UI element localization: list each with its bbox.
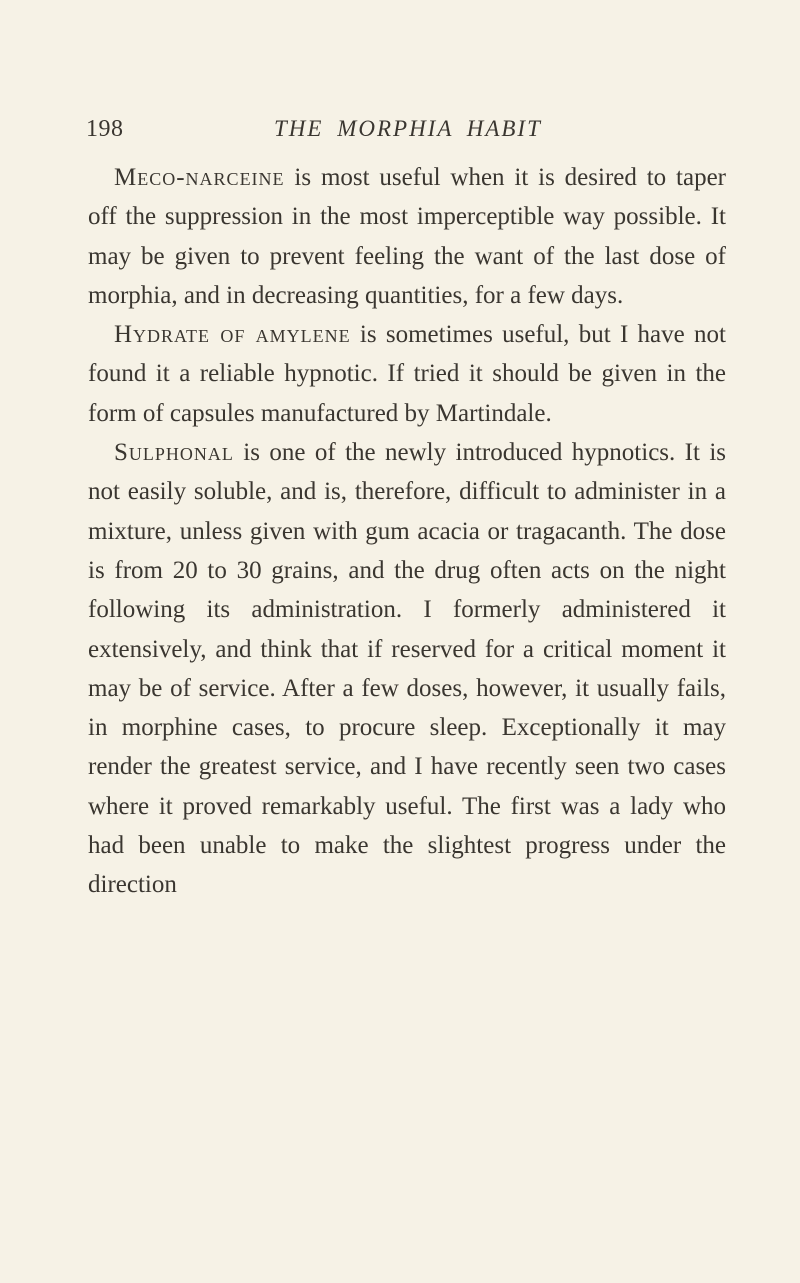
- paragraph-lead: Hydrate of amylene: [114, 321, 351, 349]
- body-text: [88, 158, 726, 905]
- page-number: 198: [86, 116, 124, 142]
- running-title: THE MORPHIA HABIT: [274, 116, 542, 141]
- running-head: [86, 116, 726, 146]
- paragraph-text: is one of the newly introduced hypnotics. It is not easily soluble, and is, therefore, difficult to administer in a mixture, unless given with gum acacia or tragacanth. The dose is from 20 to 30 grains, and the drug often acts on the night following its administration. I formerly administered it extensively, and think that if reserved for a critical moment it may be of service. After a few doses, however, it usually fails, in morphine cases, to procure sleep. Exceptionally it may render the greatest service, and I have recently seen two cases where it proved remarkably useful. The first was a lady who had been unable to make the slightest progress under the direction: [88, 439, 726, 899]
- paragraph-text: is sometimes useful, but I have not found it a reliable hypnotic. If tried it should be given in the form of capsules manufactured by Martindale.: [88, 321, 726, 427]
- paragraph-hydrate-of-amylene: [88, 315, 726, 433]
- paragraph-lead: Meco-narceine: [114, 164, 285, 191]
- paragraph-text: is most useful when it is desired to taper off the suppression in the most imperceptible way possible. It may be given to prevent feeling the want of the last dose of morphia, and in decreasing quantities, for a few days.: [88, 164, 726, 309]
- paragraph-sulphonal: [88, 433, 726, 905]
- paragraph-meco-narceine: [88, 158, 726, 315]
- paragraph-lead: Sulphonal: [114, 439, 234, 467]
